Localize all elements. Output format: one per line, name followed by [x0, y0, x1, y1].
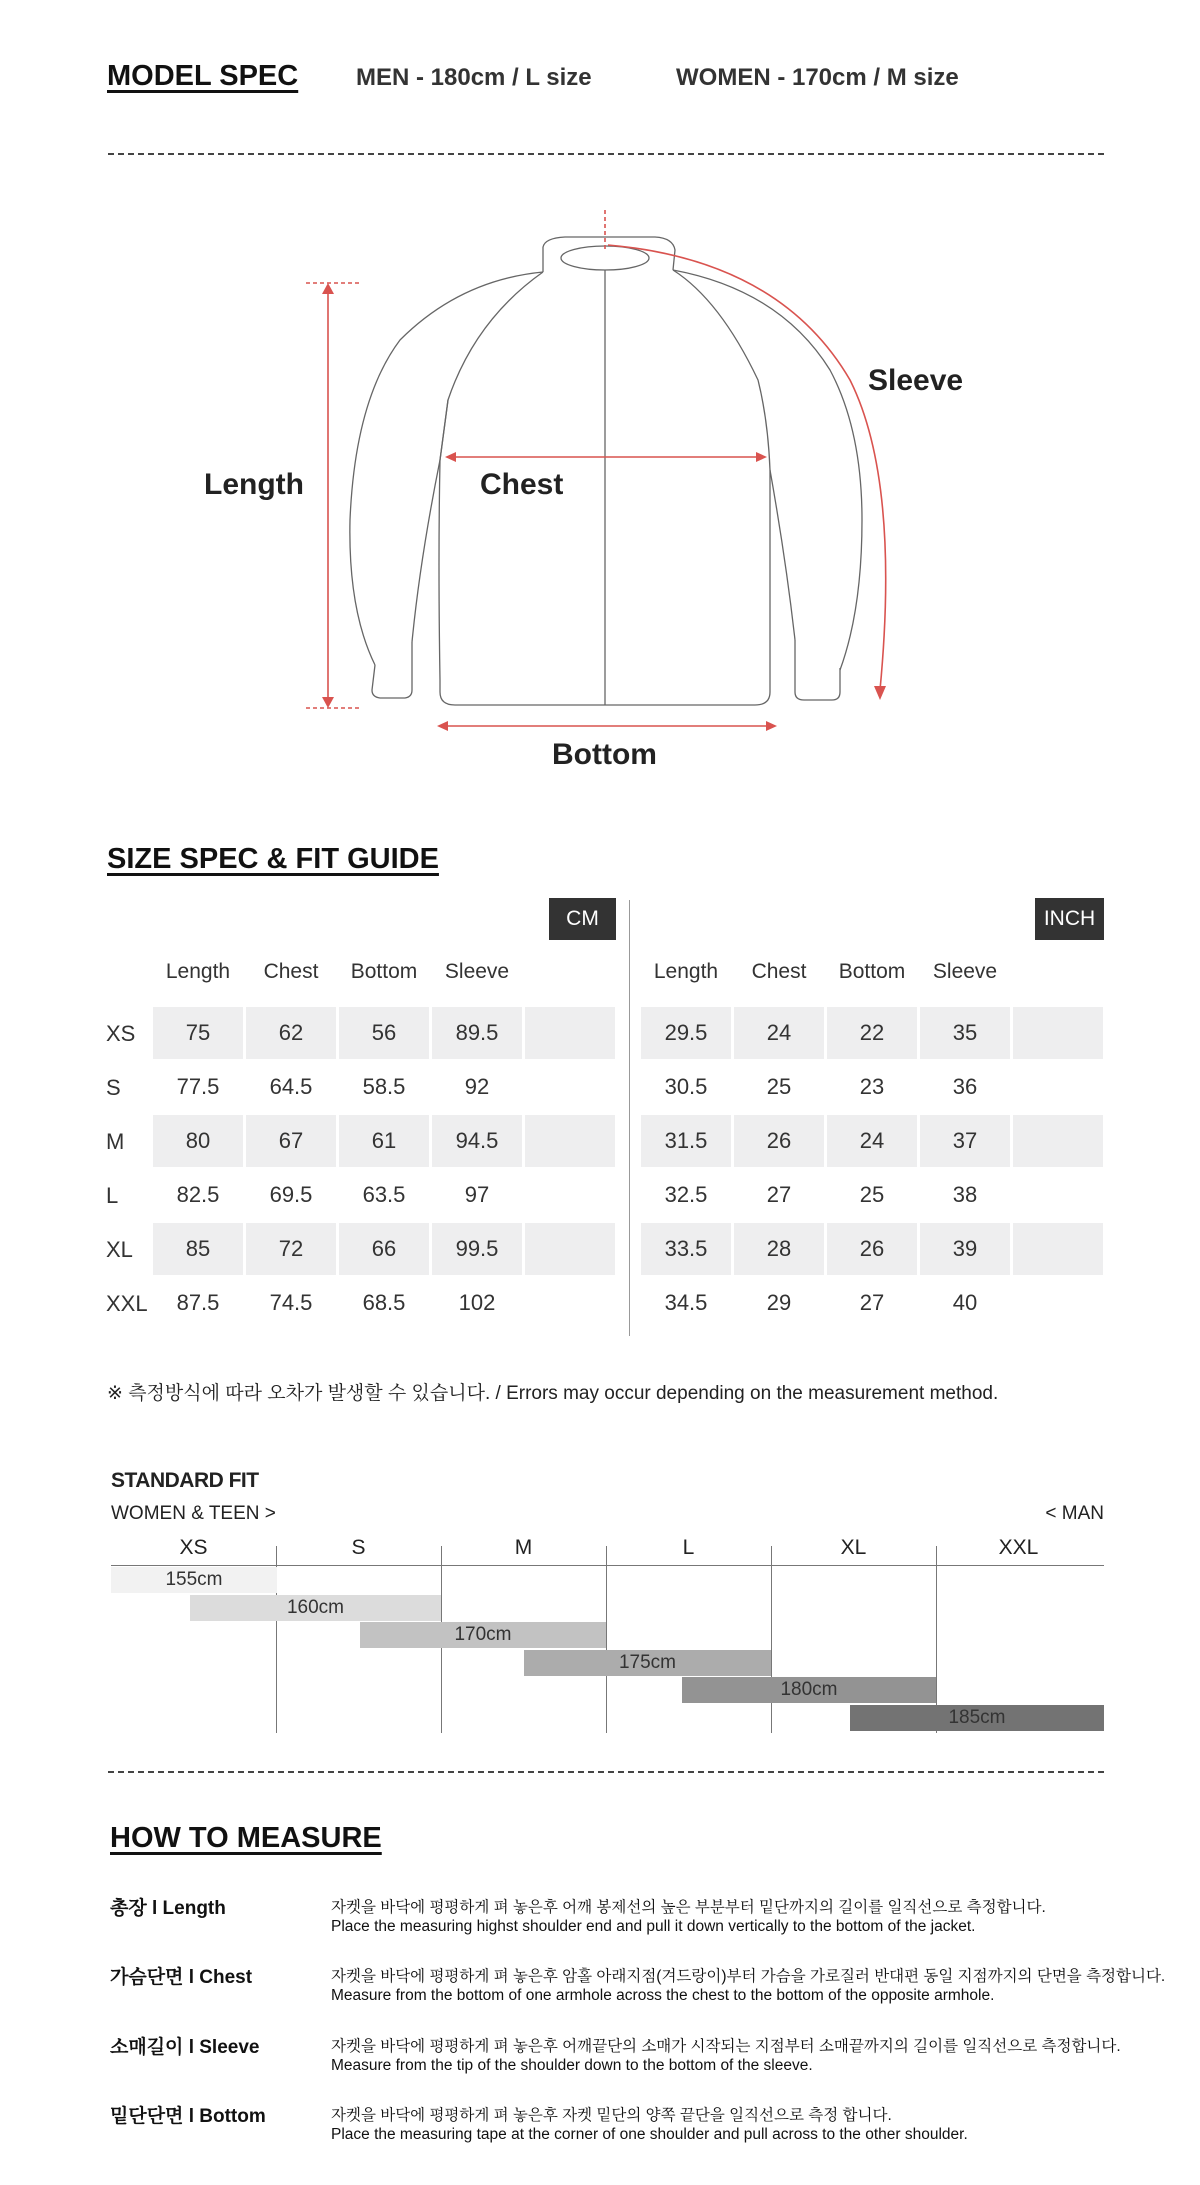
table-cell: 40: [952, 1290, 978, 1315]
table-cell-empty: [1013, 1115, 1103, 1167]
row-size-label: XXL: [106, 1291, 148, 1316]
fit-height-bar: 185cm: [850, 1705, 1104, 1731]
column-header: Chest: [263, 960, 319, 983]
table-cell: 34.5: [664, 1290, 708, 1315]
table-cell: 99.5: [432, 1223, 522, 1275]
table-cell-empty: [1013, 1169, 1103, 1221]
fit-size-label: L: [682, 1536, 695, 1559]
table-cell-empty: [525, 1061, 615, 1113]
table-cell: 66: [339, 1223, 429, 1275]
table-cell: 35: [920, 1007, 1010, 1059]
table-cell: 30.5: [664, 1074, 708, 1099]
table-cell: 80: [153, 1115, 243, 1167]
how-to-measure-korean: 자켓을 바닥에 평평하게 펴 놓은후 자켓 밑단의 양쪽 끝단을 일직선으로 측정 합니다.: [331, 2107, 892, 2124]
table-cell: 82.5: [176, 1182, 220, 1207]
unit-badge-inch: INCH: [1035, 898, 1104, 940]
table-cell-empty: [525, 1277, 615, 1329]
fit-column-divider: [606, 1546, 607, 1733]
table-cell: 32.5: [664, 1182, 708, 1207]
how-to-measure-label: 총장 l Length: [110, 1898, 226, 1919]
table-cell: 28: [734, 1223, 824, 1275]
model-spec-men: MEN - 180cm / L size: [356, 64, 592, 91]
table-cell: 64.5: [269, 1074, 313, 1099]
table-cell: 72: [246, 1223, 336, 1275]
table-divider: [629, 900, 630, 1336]
table-cell: 23: [859, 1074, 885, 1099]
measurement-note: ※ 측정방식에 따라 오차가 발생할 수 있습니다. / Errors may occur depending on the measurement method.: [107, 1383, 999, 1404]
row-size-label: M: [106, 1129, 125, 1154]
table-cell: 25: [766, 1074, 792, 1099]
column-header: Sleeve: [932, 960, 998, 983]
table-cell: 24: [734, 1007, 824, 1059]
table-cell: 67: [246, 1115, 336, 1167]
fit-size-label: XXL: [998, 1536, 1039, 1559]
table-cell: 85: [153, 1223, 243, 1275]
table-cell: 92: [464, 1074, 490, 1099]
how-to-measure-label: 소매길이 l Sleeve: [110, 2037, 260, 2058]
table-cell: 27: [766, 1182, 792, 1207]
table-cell-empty: [1013, 1007, 1103, 1059]
fit-height-bar: 170cm: [360, 1622, 606, 1648]
model-spec-title: MODEL SPEC: [107, 60, 299, 92]
standard-fit-man-label: < MAN: [1045, 1503, 1104, 1524]
divider-dashed-bottom: [108, 1771, 1104, 1773]
how-to-measure-korean: 자켓을 바닥에 평평하게 펴 놓은후 어깨끝단의 소매가 시작되는 지점부터 소매끝까지의 길이를 일직선으로 측정합니다.: [331, 2038, 1121, 2055]
column-header: Sleeve: [444, 960, 510, 983]
table-cell-empty: [1013, 1277, 1103, 1329]
column-header: Length: [653, 960, 719, 983]
diagram-label-bottom: Bottom: [552, 738, 657, 771]
size-spec-title: SIZE SPEC & FIT GUIDE: [107, 843, 439, 875]
column-header: Length: [165, 960, 231, 983]
table-cell: 89.5: [432, 1007, 522, 1059]
table-cell: 74.5: [269, 1290, 313, 1315]
table-cell: 29.5: [641, 1007, 731, 1059]
unit-badge-cm: CM: [549, 898, 616, 940]
table-cell: 31.5: [641, 1115, 731, 1167]
how-to-measure-title: HOW TO MEASURE: [110, 1822, 382, 1854]
how-to-measure-english: Place the measuring highst shoulder end and pull it down vertically to the bottom of the jacket.: [331, 1918, 976, 1935]
table-cell: 94.5: [432, 1115, 522, 1167]
model-spec-women: WOMEN - 170cm / M size: [676, 64, 959, 91]
fit-height-bar: 175cm: [524, 1650, 771, 1676]
fit-size-label: S: [351, 1536, 366, 1559]
how-to-measure-label: 밑단단면 l Bottom: [110, 2106, 266, 2127]
fit-height-bar: 155cm: [111, 1567, 277, 1593]
fit-column-divider: [771, 1546, 772, 1733]
table-cell: 38: [952, 1182, 978, 1207]
table-cell: 69.5: [269, 1182, 313, 1207]
diagram-label-chest: Chest: [480, 468, 564, 501]
column-header: Chest: [751, 960, 807, 983]
measurement-lines: [306, 210, 886, 731]
table-cell-empty: [1013, 1223, 1103, 1275]
how-to-measure-label: 가슴단면 l Chest: [110, 1967, 253, 1988]
table-cell-empty: [1013, 1061, 1103, 1113]
table-cell: 27: [859, 1290, 885, 1315]
how-to-measure-english: Measure from the tip of the shoulder down to the bottom of the sleeve.: [331, 2057, 813, 2074]
diagram-label-length: Length: [204, 468, 304, 501]
table-cell: 77.5: [176, 1074, 220, 1099]
row-size-label: L: [106, 1183, 119, 1208]
row-size-label: S: [106, 1075, 121, 1100]
row-size-label: XS: [106, 1021, 136, 1046]
table-cell: 58.5: [362, 1074, 406, 1099]
column-header: Bottom: [350, 960, 418, 983]
table-cell: 63.5: [362, 1182, 406, 1207]
table-cell-empty: [525, 1115, 615, 1167]
how-to-measure-korean: 자켓을 바닥에 평평하게 펴 놓은후 암홀 아래지점(겨드랑이)부터 가슴을 가로질러 반대편 동일 지점까지의 단면을 측정합니다.: [331, 1968, 1166, 1985]
table-cell: 26: [734, 1115, 824, 1167]
table-cell: 62: [246, 1007, 336, 1059]
table-cell: 87.5: [176, 1290, 220, 1315]
fit-size-label: XS: [179, 1536, 208, 1559]
table-cell: 61: [339, 1115, 429, 1167]
table-cell: 102: [458, 1290, 496, 1315]
table-cell-empty: [525, 1007, 615, 1059]
jacket-diagram: [0, 190, 1200, 790]
fit-chart-baseline: [111, 1565, 1104, 1566]
fit-height-bar: 160cm: [190, 1595, 441, 1621]
fit-height-bar: 180cm: [682, 1677, 936, 1703]
table-cell: 37: [920, 1115, 1010, 1167]
table-cell: 25: [859, 1182, 885, 1207]
how-to-measure-english: Measure from the bottom of one armhole across the chest to the bottom of the opposite armhole.: [331, 1987, 995, 2004]
table-cell: 26: [827, 1223, 917, 1275]
row-size-label: XL: [106, 1237, 133, 1262]
how-to-measure-korean: 자켓을 바닥에 평평하게 펴 놓은후 어깨 봉제선의 높은 부분부터 밑단까지의 길이를 일직선으로 측정합니다.: [331, 1899, 1046, 1916]
how-to-measure-english: Place the measuring tape at the corner of one shoulder and pull across to the other shoulder.: [331, 2126, 968, 2143]
table-cell: 56: [339, 1007, 429, 1059]
table-cell: 22: [827, 1007, 917, 1059]
table-cell: 36: [952, 1074, 978, 1099]
fit-size-label: M: [514, 1536, 533, 1559]
table-cell: 75: [153, 1007, 243, 1059]
table-cell: 39: [920, 1223, 1010, 1275]
divider-dashed-top: [108, 153, 1104, 155]
fit-size-label: XL: [840, 1536, 867, 1559]
table-cell-empty: [525, 1223, 615, 1275]
table-cell-empty: [525, 1169, 615, 1221]
table-cell: 97: [464, 1182, 490, 1207]
table-cell: 68.5: [362, 1290, 406, 1315]
diagram-label-sleeve: Sleeve: [868, 364, 964, 397]
table-cell: 33.5: [641, 1223, 731, 1275]
standard-fit-title: STANDARD FIT: [111, 1469, 259, 1492]
table-cell: 24: [827, 1115, 917, 1167]
table-cell: 29: [766, 1290, 792, 1315]
standard-fit-women-label: WOMEN & TEEN >: [111, 1503, 276, 1524]
column-header: Bottom: [838, 960, 906, 983]
